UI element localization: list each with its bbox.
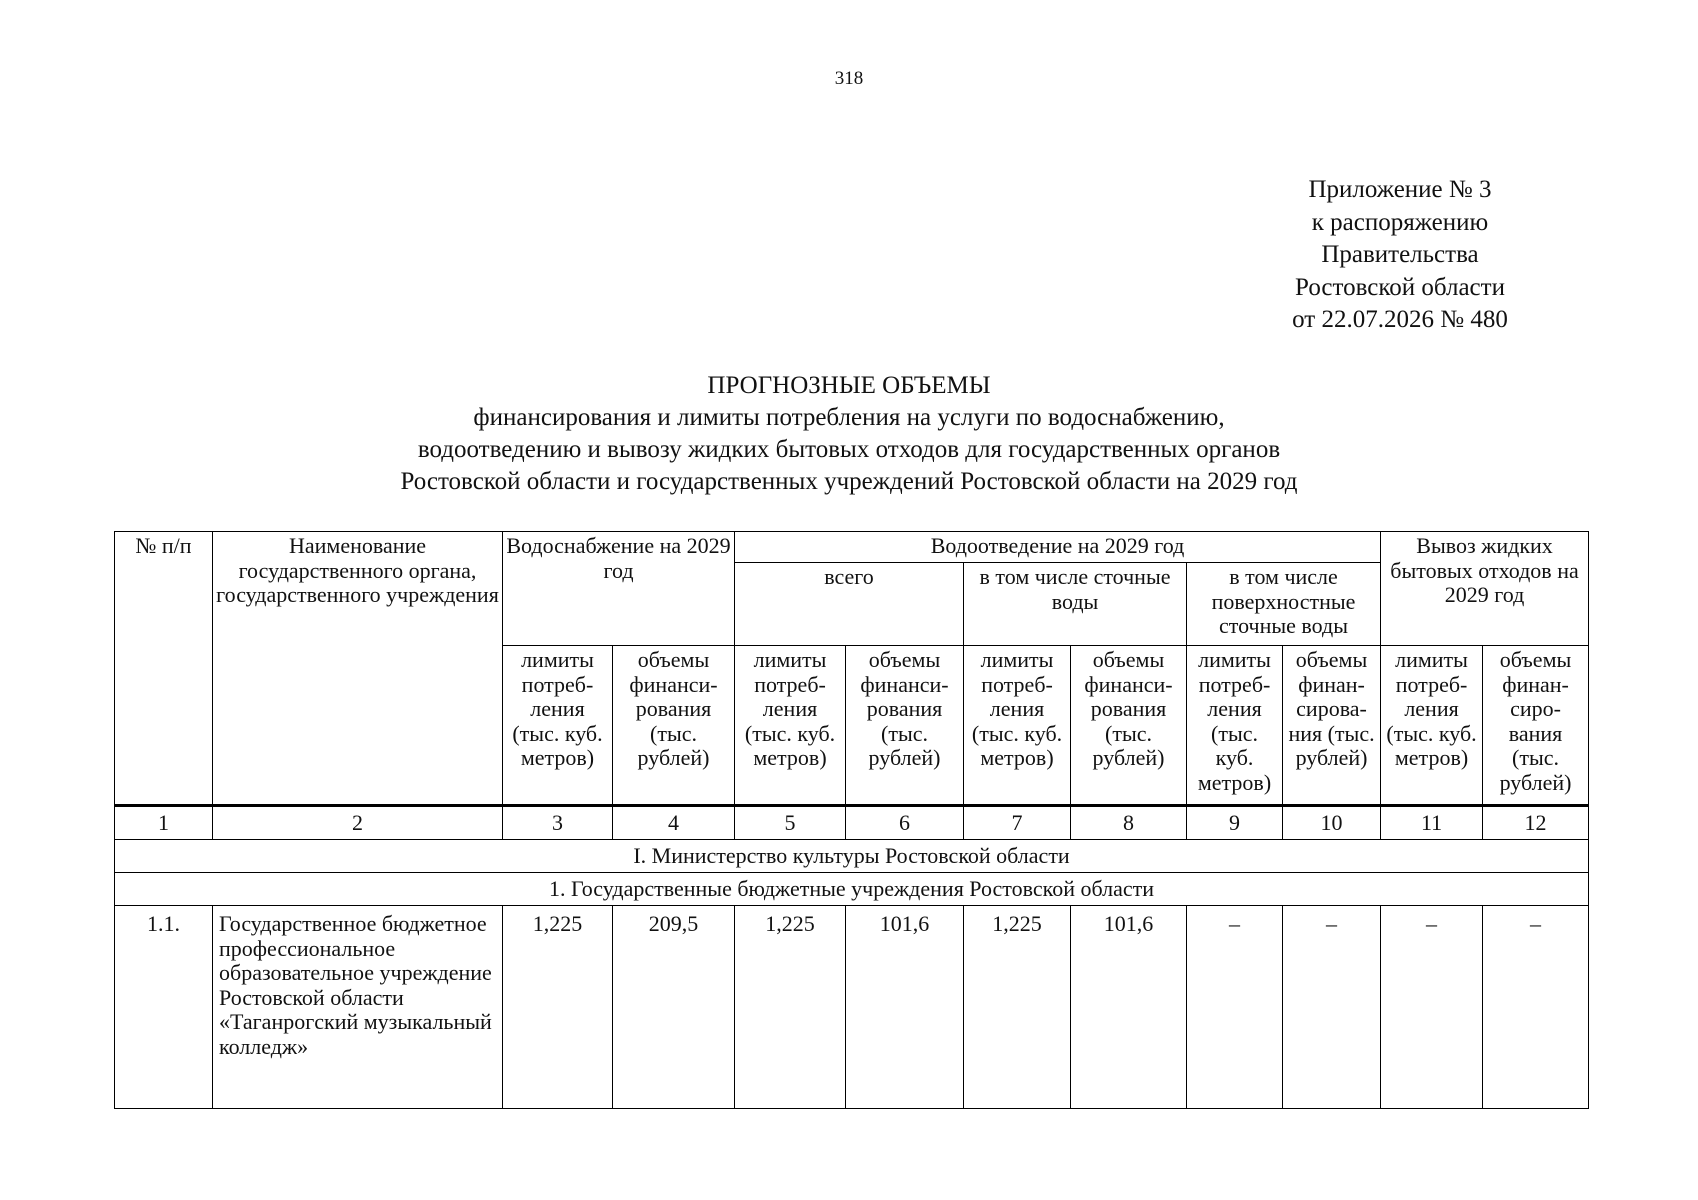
row-value: 209,5 [613,906,735,1109]
appendix-line: Ростовской области [1295,273,1505,301]
column-number: 2 [213,806,503,840]
header-name: Наименование государственного органа, государственного учреждения [213,532,503,806]
subsection-row: 1. Государственные бюджетные учреждения Ростовской области [115,873,1589,906]
table-row [115,906,1589,1109]
column-number: 5 [735,806,846,840]
row-value: – [1381,906,1483,1109]
row-value: – [1483,906,1589,1109]
column-number: 9 [1187,806,1283,840]
subheader-cell: объемы финанси-рования (тыс. рублей) [1071,646,1187,806]
column-number: 3 [503,806,613,840]
column-number: 1 [115,806,213,840]
column-number: 12 [1483,806,1589,840]
subheader-cell: лимиты потреб-ления (тыс. куб. метров) [964,646,1071,806]
row-value: 1,225 [735,906,846,1109]
appendix-line: Правительства [1321,241,1479,268]
title-line: финансирования и лимиты потребления на услуги по водоснабжению, [473,404,1225,431]
header-wastewater-total: всего [735,563,964,646]
appendix-line: к распоряжению [1311,208,1489,236]
document-title [0,370,1698,498]
row-name: Государственное бюджетное профессиональное образовательное учреждение Ростовской области «Таганрогский музыкальный колледж» [213,906,503,1109]
column-number: 7 [964,806,1071,840]
row-value: – [1283,906,1381,1109]
budget-table [114,531,1589,1109]
column-number: 8 [1071,806,1187,840]
row-value: – [1187,906,1283,1109]
subheader-cell: объемы финан-сиро-вания (тыс. рублей) [1483,646,1589,806]
subheader-cell: лимиты потреб-ления (тыс. куб. метров) [1187,646,1283,806]
subheader-cell: лимиты потреб-ления (тыс. куб. метров) [735,646,846,806]
column-number: 4 [613,806,735,840]
column-number: 6 [846,806,964,840]
row-num: 1.1. [115,906,213,1109]
appendix-line: Приложение № 3 [1308,176,1492,203]
header-wastewater-surface: в том числе поверхностные сточные воды [1187,563,1381,646]
subheader-cell: объемы финанси-рования (тыс. рублей) [846,646,964,806]
row-value: 1,225 [964,906,1071,1109]
subheader-cell: лимиты потреб-ления (тыс. куб. метров) [1381,646,1483,806]
subheader-cell: объемы финанси-рования (тыс. рублей) [613,646,735,806]
header-wastewater-sewage: в том числе сточные воды [964,563,1187,646]
section-row: I. Министерство культуры Ростовской области [115,840,1589,873]
header-wastewater: Водоотведение на 2029 год [735,532,1381,563]
page-number: 318 [834,68,864,89]
title-heading: ПРОГНОЗНЫЕ ОБЪЕМЫ [707,372,991,399]
header-num: № п/п [115,532,213,806]
row-value: 101,6 [1071,906,1187,1109]
column-number: 10 [1283,806,1381,840]
subheader-cell: лимиты потреб-ления (тыс. куб. метров) [503,646,613,806]
title-line: водоотведению и вывозу жидких бытовых отходов для государственных органов [417,436,1281,463]
subheader-cell: объемы финан-сирова-ния (тыс. рублей) [1283,646,1381,806]
column-number: 11 [1381,806,1483,840]
title-line: Ростовской области и государственных учреждений Ростовской области на 2029 год [400,468,1298,495]
header-water-supply: Водоснабжение на 2029 год [503,532,735,646]
appendix-block [1200,174,1600,337]
header-liquid-waste: Вывоз жидких бытовых отходов на 2029 год [1381,532,1589,646]
row-value: 1,225 [503,906,613,1109]
appendix-line: от 22.07.2026 № 480 [1292,306,1508,333]
row-value: 101,6 [846,906,964,1109]
